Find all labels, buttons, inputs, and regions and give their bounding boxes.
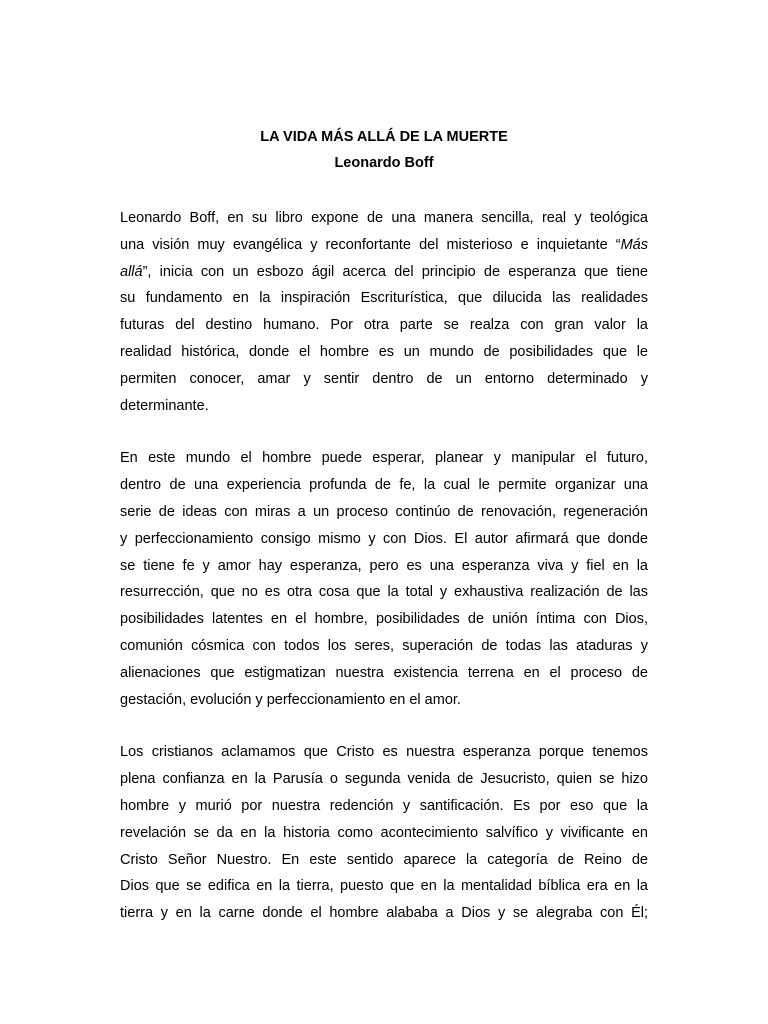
- paragraph-line: una visión muy evangélica y reconfortante del misterioso e inquietante “Más: [120, 236, 648, 253]
- paragraph-line: En este mundo el hombre puede esperar, planear y manipular el futuro,: [120, 450, 648, 467]
- paragraph-3: [120, 739, 648, 927]
- paragraph-line: plena confianza en la Parusía o segunda venida de Jesucristo, quien se hizo: [120, 771, 648, 788]
- paragraph-2: [120, 445, 648, 713]
- paragraph-line: tierra y en la carne donde el hombre alababa a Dios y se alegraba con Él;: [120, 905, 648, 922]
- title-block: [0, 127, 768, 173]
- paragraph-line: Los cristianos aclamamos que Cristo es nuestra esperanza porque tenemos: [120, 744, 648, 761]
- document-title: LA VIDA MÁS ALLÁ DE LA MUERTE: [260, 129, 508, 145]
- italic-text: Más: [620, 236, 648, 253]
- paragraph-line: hombre y murió por nuestra redención y santificación. Es por eso que la: [120, 797, 648, 814]
- document-body: [120, 205, 648, 927]
- paragraph-line: Cristo Señor Nuestro. En este sentido aparece la categoría de Reino de: [120, 851, 648, 868]
- paragraph-line: resurrección, que no es otra cosa que la total y exhaustiva realización de las: [120, 584, 648, 601]
- italic-text: allá: [120, 263, 143, 280]
- paragraph-line: su fundamento en la inspiración Escriturística, que dilucida las realidades: [120, 290, 648, 307]
- paragraph-line: posibilidades latentes en el hombre, posibilidades de unión íntima con Dios,: [120, 611, 648, 628]
- paragraph-line: revelación se da en la historia como acontecimiento salvífico y vivificante en: [120, 824, 648, 841]
- paragraph-line: realidad histórica, donde el hombre es un mundo de posibilidades que le: [120, 343, 648, 360]
- paragraph-line: alienaciones que estigmatizan nuestra existencia terrena en el proceso de: [120, 664, 648, 681]
- paragraph-line: determinante.: [120, 397, 209, 414]
- paragraph-line: Leonardo Boff, en su libro expone de una manera sencilla, real y teológica: [120, 210, 648, 226]
- paragraph-line: futuras del destino humano. Por otra parte se realza con gran valor la: [120, 317, 648, 334]
- paragraph-line: gestación, evolución y perfeccionamiento en el amor.: [120, 691, 461, 708]
- paragraph-1: [120, 205, 648, 419]
- paragraph-line: dentro de una experiencia profunda de fe, la cual le permite organizar una: [120, 477, 648, 494]
- paragraph-line: permiten conocer, amar y sentir dentro de un entorno determinado y: [120, 370, 648, 387]
- paragraph-line: serie de ideas con miras a un proceso continúo de renovación, regeneración: [120, 503, 648, 520]
- paragraph-line: Dios que se edifica en la tierra, puesto que en la mentalidad bíblica era en la: [120, 878, 648, 895]
- paragraph-line: allá”, inicia con un esbozo ágil acerca del principio de esperanza que tiene: [120, 263, 648, 280]
- paragraph-line: se tiene fe y amor hay esperanza, pero es una esperanza viva y fiel en la: [120, 557, 648, 574]
- document-author: Leonardo Boff: [334, 155, 434, 171]
- paragraph-line: y perfeccionamiento consigo mismo y con Dios. El autor afirmará que donde: [120, 530, 648, 547]
- paragraph-line: comunión cósmica con todos los seres, superación de todas las ataduras y: [120, 637, 648, 654]
